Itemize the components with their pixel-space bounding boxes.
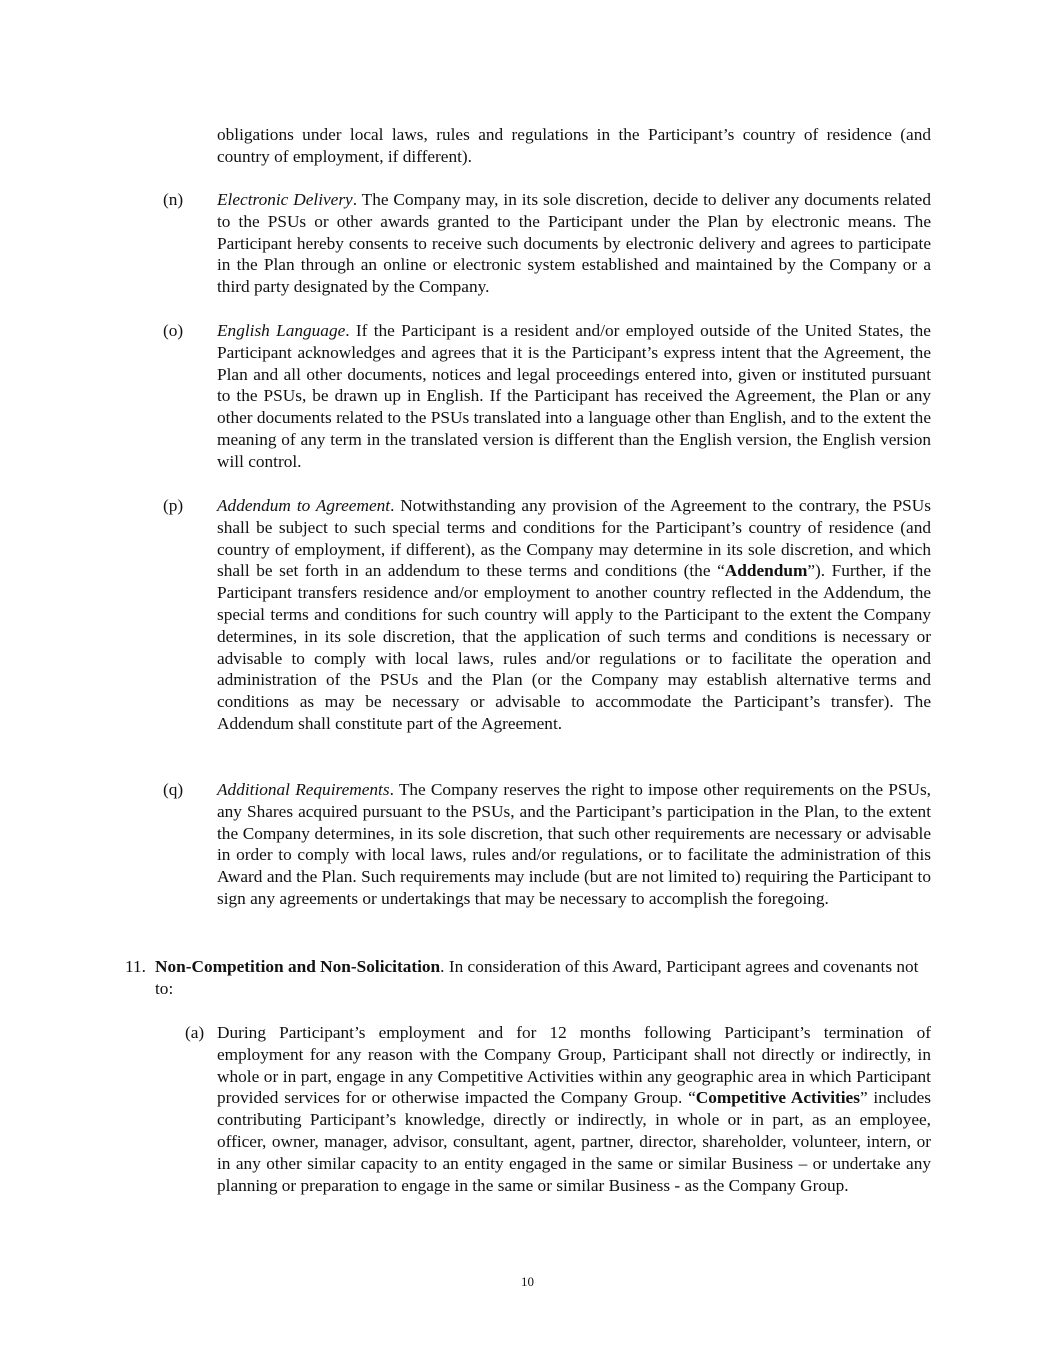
page-number: 10 [521,1274,534,1289]
subsection-p-defined-term: Addendum [724,561,808,581]
subsection-p-body [217,495,931,735]
subsection-q-text: . The Company reserves the right to impose other requirements on the PSUs, any Shares acquired pursuant to the PSUs, and the Participant’s participation in the Plan, to the extent the Company determines, in its sole discretion, that such other requirements are necessary or advisable in order to comply with local laws, rules and/or regulations, or to facilitate the administration of this Award and the Plan. Such requirements may include (but are not limited to) requiring the Participant to sign any agreements or undertakings that may be necessary to accomplish the foregoing. [217,780,931,908]
subsection-n-label: (n) [163,190,184,209]
subsection-p-label: (p) [163,496,184,515]
subsection-o-text: . If the Participant is a resident and/or employed outside of the United States, the Participant acknowledges and agrees that it is the Participant’s express intent that the Agreement, the Plan and all other documents, notices and legal proceedings entered into, given or instituted pursuant to the PSUs, be drawn up in English. If the Participant has received the Agreement, the Plan or any other documents related to the PSUs translated into a language other than English, and to the extent the meaning of any term in the translated version is different than the English version, the English version will control. [217,321,931,471]
section-11-a-defined-term: Competitive Activities [695,1088,860,1108]
subsection-o-title: English Language [217,321,346,340]
subsection-n-title: Electronic Delivery [217,190,353,209]
section-11-heading: Non-Competition and Non-Solicitation [155,957,441,976]
section-11-a-body [217,1022,931,1196]
continued-paragraph-text: obligations under local laws, rules and regulations in the Participant’s country of residence (and country of employment, if different). [217,125,931,166]
subsection-n-body [217,189,931,298]
section-11-text: . In consideration of this Award, Participant agrees and covenants not to: [155,957,919,998]
subsection-o-label: (o) [163,321,184,340]
subsection-p-text-b: ”). Further, if the Participant transfers residence and/or employment to another country reflected in the Addendum, the special terms and conditions for such country will apply to the Participant to the extent the Company determines, in its sole discretion, that the application of such terms and conditions is necessary or advisable to comply with local laws, rules and/or regulations or to facilitate the operation and administration of the PSUs and the Plan (or the Company may establish alternative terms and conditions as may be necessary or advisable to accommodate the Participant’s transfer). The Addendum shall constitute part of the Agreement. [217,561,931,733]
subsection-q-body [217,779,931,910]
subsection-q-title: Additional Requirements [217,780,390,799]
subsection-p-title: Addendum to Agreement [217,496,391,515]
section-11-a-label: (a) [185,1023,205,1042]
subsection-n-text: . The Company may, in its sole discretion, decide to deliver any documents related to the PSUs or other awards granted to the Participant under the Plan by electronic means. The Participant hereby consents to receive such documents by electronic delivery and agrees to participate in the Plan through an online or electronic system established and maintained by the Company or a third party designated by the Company. [217,190,931,297]
section-11-body [155,956,931,1000]
subsection-q-label: (q) [163,780,184,799]
section-11-a-text-b: ” includes contributing Participant’s knowledge, directly or indirectly, in whole or in part, as an employee, officer, owner, manager, advisor, consultant, agent, partner, director, shareholder, volunteer, intern, or in any other similar capacity to an entity engaged in the same or similar Business – or undertake any planning or preparation to engage in the same or similar Business - as the Company Group. [217,1088,932,1195]
subsection-o-body [217,320,931,473]
section-11-number: 11. [125,957,146,976]
continued-paragraph [217,124,931,168]
section-11-a-text-a: During Participant’s employment and for 12 months following Participant’s termination of employment for any reason with the Company Group, Participant shall not directly or indirectly, in whole or in part, engage in any Competitive Activities within any geographic area in which Participant provided services for or otherwise impacted the Company Group. “ [217,1023,931,1108]
subsection-p-text-a: . Notwithstanding any provision of the Agreement to the contrary, the PSUs shall be subject to such special terms and conditions for the Participant’s country of residence (and country of employment, if different), as the Company may determine in its sole discretion, and which shall be set forth in an addendum to these terms and conditions (the “ [217,496,931,581]
